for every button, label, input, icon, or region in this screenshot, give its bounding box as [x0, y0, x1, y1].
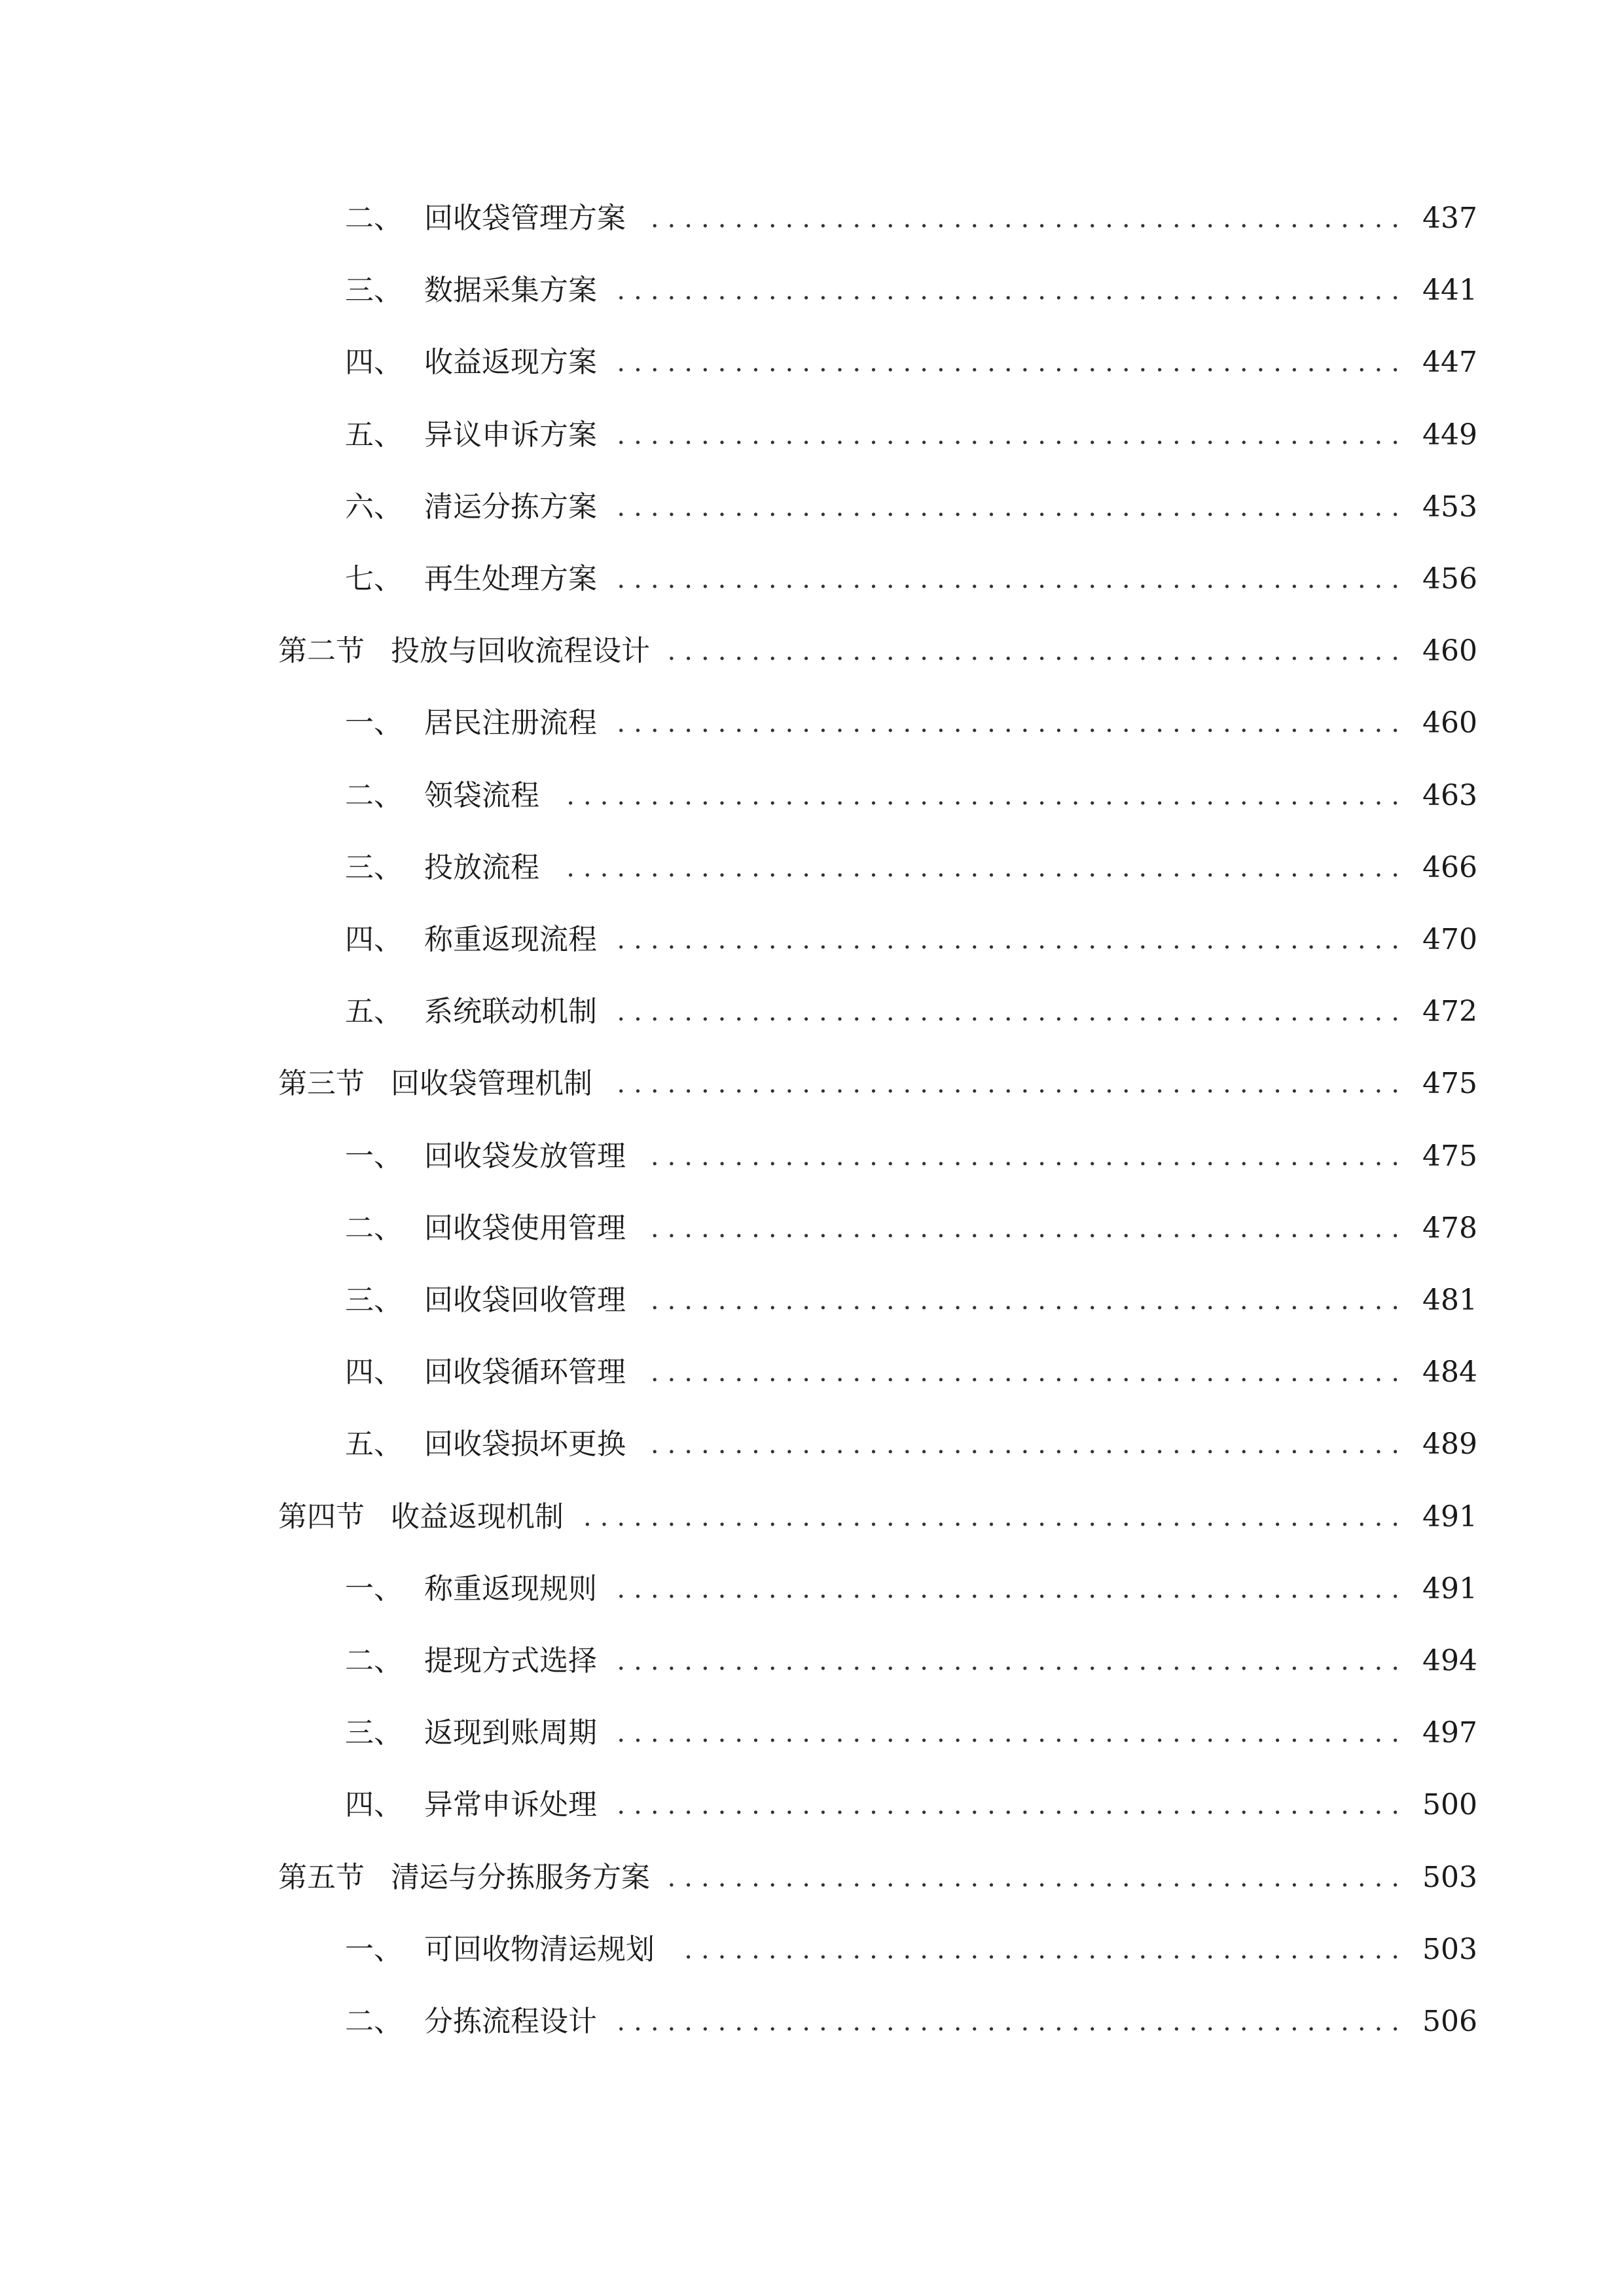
- toc-dot-leader: ...............................................: [617, 925, 1408, 955]
- toc-entry-number: 一、: [345, 1139, 403, 1173]
- toc-page-number: 484: [1422, 1355, 1477, 1390]
- toc-entry-title: 可回收物清运规划: [424, 1932, 655, 1966]
- toc-entry-title: 清运与分拣服务方案: [391, 1860, 650, 1894]
- toc-dot-leader: .............................................: [650, 1357, 1408, 1388]
- toc-dot-leader: ...............................................: [617, 1646, 1408, 1676]
- toc-subsection-entry[interactable]: [0, 1558, 1624, 1621]
- toc-entry-title: 投放流程: [424, 850, 539, 884]
- toc-page-number: 453: [1422, 490, 1477, 524]
- toc-section-entry[interactable]: [0, 1486, 1624, 1549]
- toc-entry-title: 返现到账周期: [424, 1716, 597, 1750]
- toc-page-number: 470: [1422, 923, 1477, 956]
- toc-subsection-entry[interactable]: [0, 908, 1624, 971]
- toc-entry-number: 四、: [345, 1788, 403, 1822]
- toc-entry-number: 四、: [345, 1355, 403, 1390]
- toc-page-number: 460: [1422, 706, 1477, 740]
- toc-entry-number: 二、: [345, 1644, 403, 1677]
- toc-entry-number: 五、: [345, 1427, 403, 1462]
- toc-subsection-entry[interactable]: [0, 259, 1624, 322]
- toc-subsection-entry[interactable]: [0, 836, 1624, 899]
- toc-dot-leader: ...............................................: [617, 708, 1408, 739]
- toc-dot-leader: ............................................: [667, 636, 1408, 667]
- toc-entry-title: 回收袋循环管理: [424, 1355, 626, 1390]
- toc-page-number: 466: [1422, 850, 1477, 884]
- toc-dot-leader: .............................................: [650, 204, 1408, 234]
- toc-entry-number: 七、: [345, 562, 403, 596]
- toc-entry-number: 第三节: [278, 1067, 365, 1101]
- toc-subsection-entry[interactable]: [0, 548, 1624, 611]
- toc-entry-number: 四、: [345, 346, 403, 380]
- toc-subsection-entry[interactable]: [0, 980, 1624, 1043]
- toc-subsection-entry[interactable]: [0, 1197, 1624, 1260]
- toc-dot-leader: ...............................................: [617, 492, 1408, 522]
- toc-subsection-entry[interactable]: [0, 187, 1624, 250]
- toc-page-number: 478: [1422, 1211, 1477, 1245]
- toc-entry-title: 系统联动机制: [424, 995, 597, 1029]
- toc-entry-title: 回收袋发放管理: [424, 1139, 626, 1173]
- toc-entry-number: 三、: [345, 1716, 403, 1750]
- toc-entry-number: 一、: [345, 1932, 403, 1966]
- toc-entry-title: 称重返现规则: [424, 1571, 597, 1605]
- toc-entry-number: 四、: [345, 923, 403, 956]
- toc-entry-title: 分拣流程设计: [424, 2005, 597, 2038]
- toc-subsection-entry[interactable]: [0, 1918, 1624, 1981]
- toc-dot-leader: ...............................................: [617, 420, 1408, 450]
- toc-entry-title: 回收袋损坏更换: [424, 1427, 626, 1462]
- toc-dot-leader: ..................................................: [566, 780, 1408, 811]
- toc-dot-leader: .............................................: [650, 1141, 1408, 1172]
- toc-dot-leader: ...............................................: [617, 1069, 1408, 1100]
- toc-dot-leader: .............................................: [650, 1213, 1408, 1244]
- toc-dot-leader: ...............................................: [617, 2007, 1408, 2037]
- toc-page-number: 475: [1422, 1139, 1477, 1173]
- toc-page-number: 491: [1422, 1571, 1477, 1605]
- toc-dot-leader: ...............................................: [617, 1718, 1408, 1749]
- toc-entry-number: 二、: [345, 778, 403, 812]
- toc-entry-number: 第五节: [278, 1860, 365, 1894]
- toc-entry-number: 第二节: [278, 634, 365, 668]
- toc-page-number: 503: [1422, 1932, 1477, 1966]
- toc-subsection-entry[interactable]: [0, 764, 1624, 827]
- toc-dot-leader: .................................................: [583, 1501, 1408, 1532]
- toc-subsection-entry[interactable]: [0, 1990, 1624, 2053]
- toc-entry-number: 三、: [345, 1283, 403, 1317]
- toc-page-number: 506: [1422, 2005, 1477, 2038]
- toc-dot-leader: .............................................: [650, 1429, 1408, 1460]
- toc-entry-number: 三、: [345, 850, 403, 884]
- toc-subsection-entry[interactable]: [0, 692, 1624, 755]
- toc-entry-title: 收益返现方案: [424, 346, 597, 380]
- toc-page-number: 456: [1422, 562, 1477, 596]
- toc-entry-title: 清运分拣方案: [424, 490, 597, 524]
- toc-page-number: 447: [1422, 346, 1477, 380]
- toc-dot-leader: ..................................................: [566, 852, 1408, 883]
- toc-page-number: 489: [1422, 1427, 1477, 1462]
- toc-entry-title: 称重返现流程: [424, 923, 597, 956]
- toc-entry-number: 三、: [345, 274, 403, 308]
- toc-page-number: 481: [1422, 1283, 1477, 1317]
- toc-dot-leader: ...........................................: [684, 1934, 1408, 1965]
- toc-dot-leader: ...............................................: [617, 564, 1408, 594]
- toc-entry-title: 数据采集方案: [424, 274, 597, 308]
- toc-entry-number: 五、: [345, 418, 403, 452]
- toc-entry-number: 五、: [345, 995, 403, 1029]
- toc-page-number: 497: [1422, 1716, 1477, 1750]
- toc-entry-title: 回收袋使用管理: [424, 1211, 626, 1245]
- toc-entry-title: 再生处理方案: [424, 562, 597, 596]
- toc-entry-number: 第四节: [278, 1499, 365, 1534]
- toc-entry-title: 提现方式选择: [424, 1644, 597, 1677]
- toc-subsection-entry[interactable]: [0, 404, 1624, 467]
- toc-dot-leader: ...............................................: [617, 997, 1408, 1028]
- toc-entry-number: 一、: [345, 706, 403, 740]
- toc-page-number: 460: [1422, 634, 1477, 668]
- toc-page-number: 441: [1422, 274, 1477, 308]
- toc-dot-leader: .............................................: [650, 1285, 1408, 1316]
- toc-page-number: 475: [1422, 1067, 1477, 1101]
- toc-page-number: 491: [1422, 1499, 1477, 1534]
- toc-entry-title: 投放与回收流程设计: [391, 634, 650, 668]
- toc-entry-number: 二、: [345, 2005, 403, 2038]
- toc-page-number: 472: [1422, 995, 1477, 1029]
- toc-section-entry[interactable]: [0, 1846, 1624, 1909]
- toc-subsection-entry[interactable]: [0, 1630, 1624, 1693]
- toc-entry-title: 异常申诉处理: [424, 1788, 597, 1822]
- toc-section-entry[interactable]: [0, 1052, 1624, 1115]
- toc-entry-title: 回收袋管理机制: [391, 1067, 592, 1101]
- toc-dot-leader: ...............................................: [617, 348, 1408, 378]
- toc-subsection-entry[interactable]: [0, 1341, 1624, 1404]
- toc-dot-leader: ...............................................: [617, 1573, 1408, 1604]
- toc-entry-number: 六、: [345, 490, 403, 524]
- toc-page-number: 437: [1422, 202, 1477, 235]
- toc-subsection-entry[interactable]: [0, 331, 1624, 394]
- toc-section-entry[interactable]: [0, 620, 1624, 683]
- toc-page-number: 503: [1422, 1860, 1477, 1894]
- toc-page-number: 463: [1422, 778, 1477, 812]
- toc-subsection-entry[interactable]: [0, 1125, 1624, 1188]
- toc-entry-title: 领袋流程: [424, 778, 539, 812]
- toc-entry-number: 一、: [345, 1571, 403, 1605]
- toc-page-number: 449: [1422, 418, 1477, 452]
- toc-entry-title: 居民注册流程: [424, 706, 597, 740]
- toc-subsection-entry[interactable]: [0, 1269, 1624, 1332]
- toc-subsection-entry[interactable]: [0, 1774, 1624, 1837]
- toc-dot-leader: ............................................: [667, 1862, 1408, 1893]
- toc-entry-number: 二、: [345, 1211, 403, 1245]
- toc-entry-title: 收益返现机制: [391, 1499, 564, 1534]
- toc-subsection-entry[interactable]: [0, 1413, 1624, 1476]
- toc-entry-title: 回收袋回收管理: [424, 1283, 626, 1317]
- toc-subsection-entry[interactable]: [0, 1702, 1624, 1765]
- toc-entry-title: 回收袋管理方案: [424, 202, 626, 235]
- toc-dot-leader: ...............................................: [617, 276, 1408, 306]
- toc-entry-number: 二、: [345, 202, 403, 235]
- toc-subsection-entry[interactable]: [0, 476, 1624, 539]
- toc-page-number: 500: [1422, 1788, 1477, 1822]
- toc-page-number: 494: [1422, 1644, 1477, 1677]
- toc-entry-title: 异议申诉方案: [424, 418, 597, 452]
- toc-dot-leader: ...............................................: [617, 1790, 1408, 1821]
